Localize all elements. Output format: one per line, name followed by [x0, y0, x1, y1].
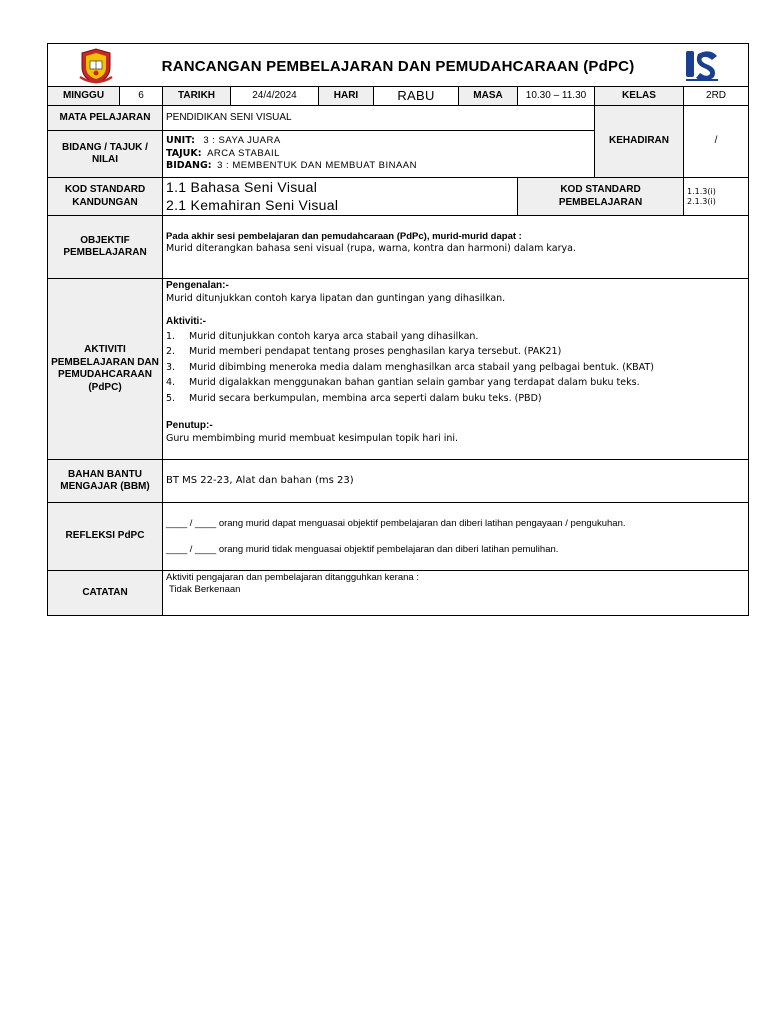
list-item: 4. Murid digalakkan menggunakan bahan gantian selain gambar yang terdapat dalam buku teks.	[166, 377, 640, 389]
kod-pembelajaran-label: KOD STANDARD PEMBELAJARAN	[518, 178, 684, 216]
header-cell	[48, 44, 749, 87]
pembelajaran-2: 2.1.3(i)	[687, 196, 716, 206]
unit-value: 3 : SAYA JUARA	[203, 135, 281, 147]
unit-label: UNIT:	[166, 135, 195, 147]
bidang-label: BIDANG / TAJUK / NILAI	[48, 131, 163, 178]
hari-value: RABU	[374, 87, 459, 106]
hari-label: HARI	[319, 87, 374, 106]
bidang-value: 3 : MEMBENTUK DAN MEMBUAT BINAAN	[217, 160, 417, 172]
penutup-heading: Penutup:-	[166, 420, 213, 432]
catatan-value: Tidak Berkenaan	[169, 583, 241, 595]
minggu-value: 6	[120, 87, 163, 106]
pembelajaran-1: 1.1.3(i)	[687, 186, 716, 196]
catatan-heading: Aktiviti pengajaran dan pembelajaran ditangguhkan kerana :	[166, 572, 419, 583]
list-item: 2. Murid memberi pendapat tentang proses penghasilan karya tersebut. (PAK21)	[166, 346, 562, 358]
ts-emblem-icon	[684, 48, 720, 84]
bbm-value: BT MS 22-23, Alat dan bahan (ms 23)	[163, 460, 749, 503]
mata-pelajaran-value: PENDIDIKAN SENI VISUAL	[163, 106, 595, 131]
tarikh-label: TARIKH	[163, 87, 231, 106]
kod-kandungan-label: KOD STANDARD KANDUNGAN	[48, 178, 163, 216]
kelas-value: 2RD	[684, 87, 749, 106]
catatan-block	[163, 571, 749, 616]
mata-pelajaran-label: MATA PELAJARAN	[48, 106, 163, 131]
minggu-label: MINGGU	[48, 87, 120, 106]
kehadiran-label: KEHADIRAN	[595, 106, 684, 178]
list-item: 5. Murid secara berkumpulan, membina arca seperti dalam buku teks. (PBD)	[166, 392, 542, 404]
pengenalan-text: Murid ditunjukkan contoh karya lipatan dan guntingan yang dihasilkan.	[166, 292, 506, 304]
catatan-label: CATATAN	[48, 571, 163, 616]
kelas-label: KELAS	[595, 87, 684, 106]
objektif-block	[163, 216, 749, 279]
kehadiran-value: /	[684, 106, 749, 178]
tarikh-value: 24/4/2024	[231, 87, 319, 106]
objektif-heading: Pada akhir sesi pembelajaran dan pemudahcaraan (PdPc), murid-murid dapat :	[166, 231, 522, 242]
list-item: 3. Murid dibimbing meneroka media dalam menghasilkan arca stabail yang pelbagai bentuk. (KBAT)	[166, 361, 654, 373]
bbm-label: BAHAN BANTU MENGAJAR (BBM)	[48, 460, 163, 503]
masa-label: MASA	[459, 87, 518, 106]
pengenalan-heading: Pengenalan:-	[166, 280, 229, 291]
aktiviti-heading: Aktiviti:-	[166, 316, 206, 328]
penutup-text: Guru membimbing murid membuat kesimpulan topik hari ini.	[166, 432, 459, 444]
info-row	[48, 87, 749, 106]
aktiviti-list	[166, 329, 745, 407]
page-title: RANCANGAN PEMBELAJARAN DAN PEMUDAHCARAAN (PdPC)	[161, 58, 635, 75]
lesson-plan-sheet	[47, 43, 748, 616]
refleksi-line-1: ____ / ____ orang murid dapat menguasai objektif pembelajaran dan diberi latihan pengayaan / pengukuhan.	[166, 517, 626, 529]
tajuk-label: TAJUK:	[166, 147, 202, 159]
kandungan-2: 2.1 Kemahiran Seni Visual	[166, 196, 339, 213]
objektif-text: Murid diterangkan bahasa seni visual (rupa, warna, kontra dan harmoni) dalam karya.	[166, 242, 576, 254]
refleksi-line-2: ____ / ____ orang murid tidak menguasai objektif pembelajaran dan diberi latihan pemulihan.	[166, 543, 559, 555]
bidang-block	[163, 131, 595, 178]
bidang-sub-label: BIDANG:	[166, 160, 212, 172]
refleksi-label: REFLEKSI PdPC	[48, 503, 163, 571]
kod-pembelajaran-block	[684, 178, 749, 216]
kod-kandungan-block	[163, 178, 518, 216]
kandungan-1: 1.1 Bahasa Seni Visual	[166, 179, 318, 195]
objektif-label: OBJEKTIF PEMBELAJARAN	[48, 216, 163, 279]
tajuk-value: ARCA STABAIL	[207, 147, 280, 159]
aktiviti-block	[163, 279, 749, 460]
aktiviti-label: AKTIVITI PEMBELAJARAN DAN PEMUDAHCARAAN (PdPC)	[48, 279, 163, 460]
refleksi-block	[163, 503, 749, 571]
list-item: 1. Murid ditunjukkan contoh karya arca stabail yang dihasilkan.	[166, 330, 479, 342]
lesson-plan-table	[47, 43, 749, 616]
masa-value: 10.30 – 11.30	[518, 87, 595, 106]
